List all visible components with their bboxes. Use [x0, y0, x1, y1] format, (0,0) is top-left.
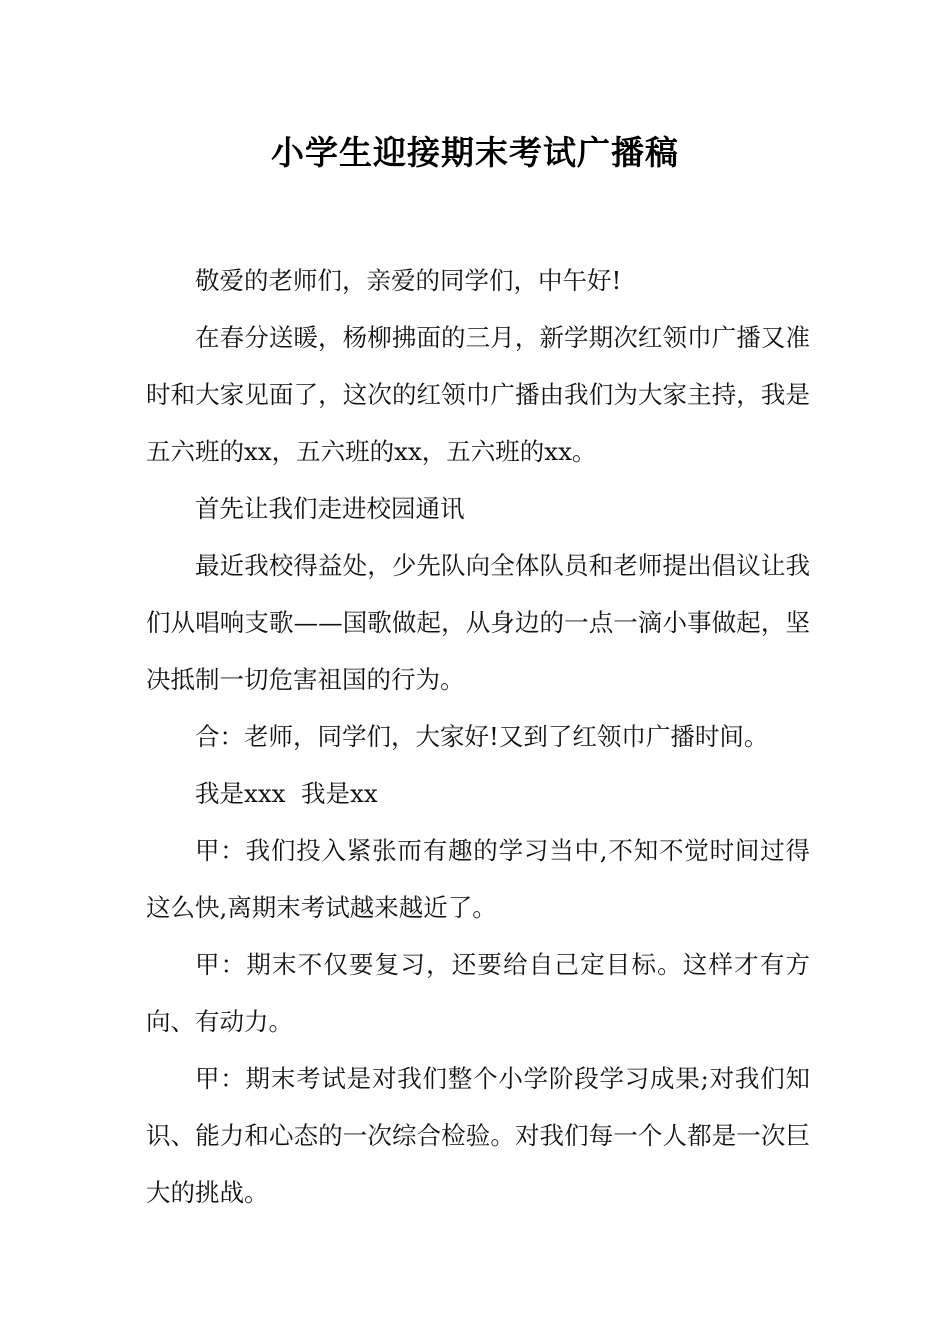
paragraph: 合：老师，同学们，大家好!又到了红领巾广播时间。 [195, 722, 769, 751]
document-body [146, 252, 810, 1221]
paragraph: 最近我校得益处，少先队向全体队员和老师提出倡议让我们从唱响支歌——国歌做起，从身边的一点一滴小事做起，坚决抵制一切危害祖国的行为。 [146, 551, 810, 694]
paragraph: 甲：期末不仅要复习，还要给自己定目标。这样才有方向、有动力。 [146, 950, 810, 1036]
paragraph: 敬爱的老师们，亲爱的同学们，中午好! [195, 266, 622, 295]
paragraph: 甲：期末考试是对我们整个小学阶段学习成果;对我们知识、能力和心态的一次综合检验。对我们每一个人都是一次巨大的挑战。 [146, 1064, 810, 1207]
paragraph: 甲：我们投入紧张而有趣的学习当中,不知不觉时间过得这么快,离期末考试越来越近了。 [146, 836, 810, 922]
paragraph: 我是xxx 我是xx [195, 779, 378, 808]
paragraph: 首先让我们走进校园通讯 [195, 494, 465, 523]
paragraph: 在春分送暖，杨柳拂面的三月，新学期次红领巾广播又准时和大家见面了，这次的红领巾广播由我们为大家主持，我是五六班的xx，五六班的xx，五六班的xx。 [146, 323, 810, 466]
document-title: 小学生迎接期末考试广播稿 [271, 133, 679, 172]
